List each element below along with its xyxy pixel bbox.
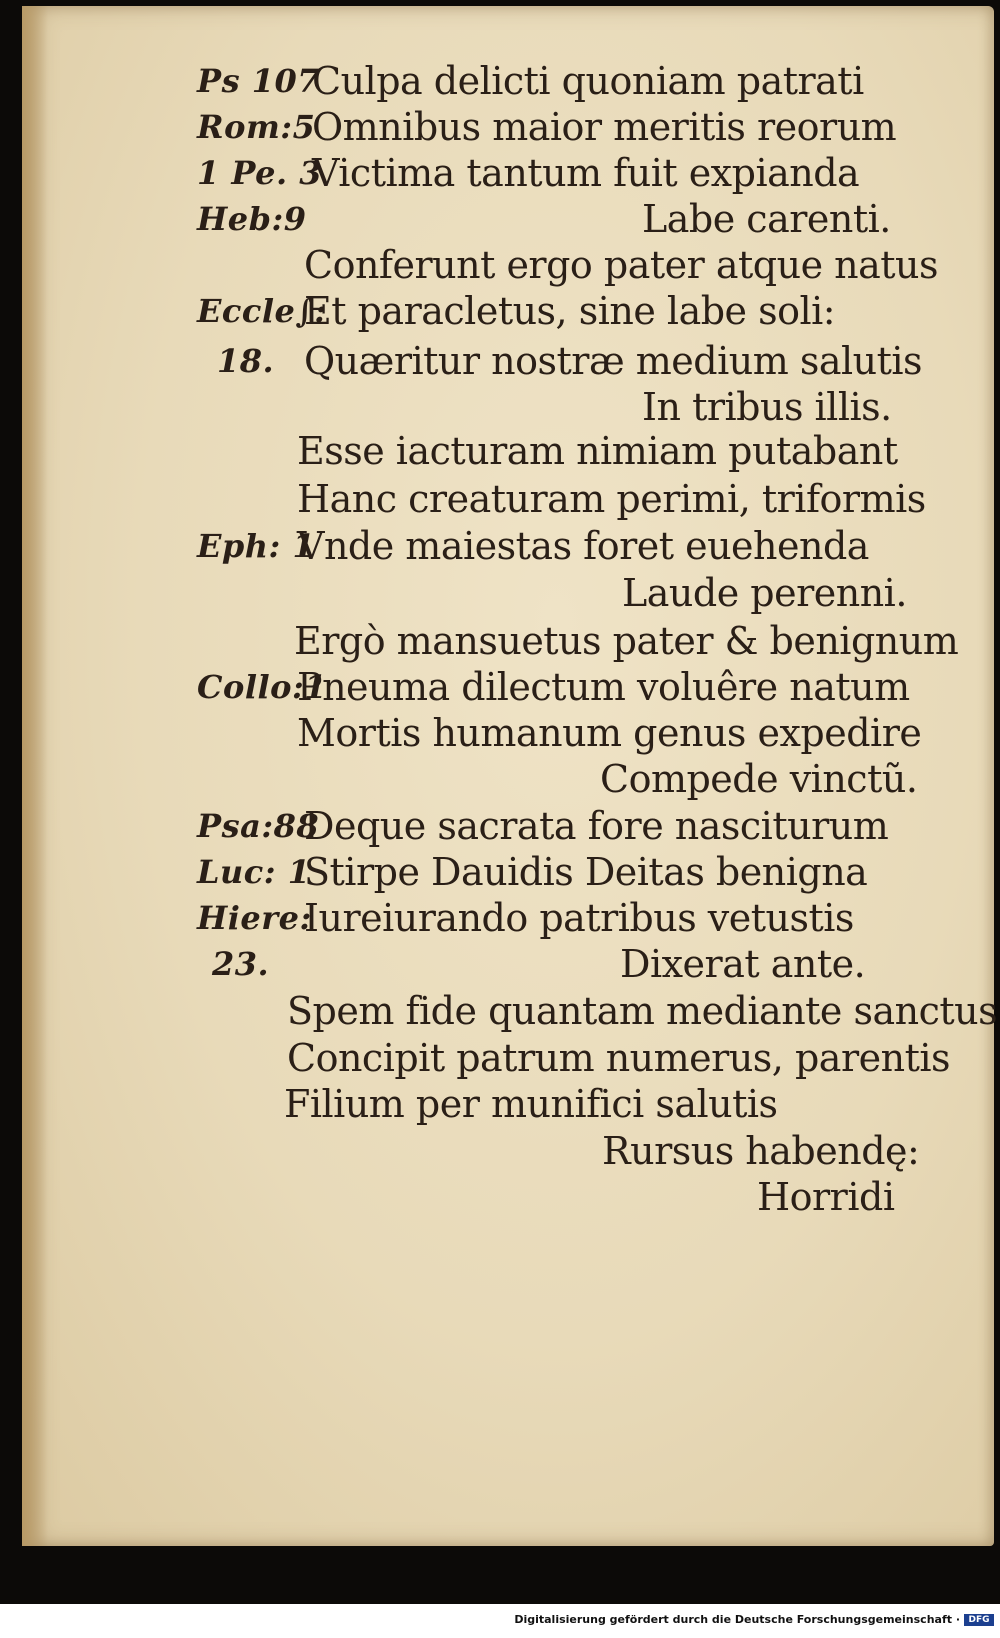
verse-text: Deque sacrata fore nasciturum xyxy=(304,804,889,848)
text-line xyxy=(22,941,994,988)
verse-text: Quæritur nostræ medium salutis xyxy=(304,339,923,383)
text-line xyxy=(22,104,994,151)
scripture-reference: Rom:5 xyxy=(197,108,316,146)
text-line xyxy=(22,523,994,570)
text-line xyxy=(22,58,994,105)
verse-text: Rursus habendę: xyxy=(602,1129,920,1173)
book-page xyxy=(22,6,998,1546)
verse-text: Laude perenni. xyxy=(622,571,907,615)
scripture-reference: Eccle∫: xyxy=(197,292,327,330)
verse-text: Et paracletus, sine labe soli: xyxy=(304,289,836,333)
verse-text: Esse iacturam nimiam putabant xyxy=(297,429,898,473)
text-line xyxy=(22,150,994,197)
text-line xyxy=(22,756,994,803)
text-line xyxy=(22,288,994,335)
text-line xyxy=(22,664,994,711)
text-line xyxy=(22,384,994,431)
text-line xyxy=(22,338,994,385)
text-line xyxy=(22,570,994,617)
verse-text: Omnibus maior meritis reorum xyxy=(312,105,897,149)
verse-text: Dixerat ante. xyxy=(620,942,866,986)
text-line xyxy=(22,895,994,942)
text-line xyxy=(22,618,994,665)
digitization-footer xyxy=(0,1604,1000,1638)
scripture-reference: Collo:1 xyxy=(197,668,328,706)
verse-text: Concipit patrum numerus, parentis xyxy=(287,1036,950,1080)
verse-text: Culpa delicti quoniam patrati xyxy=(312,59,864,103)
text-line xyxy=(22,476,994,523)
text-line xyxy=(22,710,994,757)
verse-text: Spem fide quantam mediante sanctus xyxy=(287,989,998,1033)
verse-text: Filium per munifici salutis xyxy=(284,1082,778,1126)
verse-text: Labe carenti. xyxy=(642,197,891,241)
text-line xyxy=(22,1035,994,1082)
hymn-text xyxy=(22,6,998,1546)
verse-text: In tribus illis. xyxy=(642,385,892,429)
scripture-reference: Ps 107 xyxy=(197,62,321,100)
verse-text: Victima tantum fuit expianda xyxy=(312,151,860,195)
verse-text: Iureiurando patribus vetustis xyxy=(304,896,854,940)
text-line xyxy=(22,196,994,243)
scripture-reference: 18. xyxy=(217,342,275,380)
scripture-reference: Eph: 1 xyxy=(197,527,316,565)
scripture-reference: Heb:9 xyxy=(197,200,307,238)
verse-text: Stirpe Dauidis Deitas benigna xyxy=(304,850,868,894)
scripture-reference: 23. xyxy=(212,945,270,983)
verse-text: Conferunt ergo pater atque natus xyxy=(304,243,939,287)
text-line xyxy=(22,803,994,850)
text-line xyxy=(22,849,994,896)
catchword: Horridi xyxy=(757,1175,895,1219)
text-line xyxy=(22,1081,994,1128)
verse-text: Mortis humanum genus expedire xyxy=(297,711,922,755)
dfg-logo: DFG xyxy=(964,1614,994,1626)
verse-text: Vnde maiestas foret euehenda xyxy=(297,524,869,568)
text-line xyxy=(22,428,994,475)
verse-text: Ergò mansuetus pater & benignum xyxy=(294,619,959,663)
scripture-reference: Luc: 1 xyxy=(197,853,311,891)
text-line xyxy=(22,1128,994,1175)
text-line xyxy=(22,242,994,289)
verse-text: Compede vinctũ. xyxy=(600,757,918,801)
funding-credit: Digitalisierung gefördert durch die Deutsche Forschungsgemeinschaft · xyxy=(514,1613,960,1626)
verse-text: Hanc creaturam perimi, triformis xyxy=(297,477,926,521)
scripture-reference: Psa:88 xyxy=(197,807,320,845)
scripture-reference: Hiere: xyxy=(197,899,312,937)
catchword-line xyxy=(22,1174,994,1221)
text-line xyxy=(22,988,998,1035)
verse-text: Pneuma dilectum voluêre natum xyxy=(297,665,910,709)
scripture-reference: 1 Pe. 3 xyxy=(197,154,323,192)
